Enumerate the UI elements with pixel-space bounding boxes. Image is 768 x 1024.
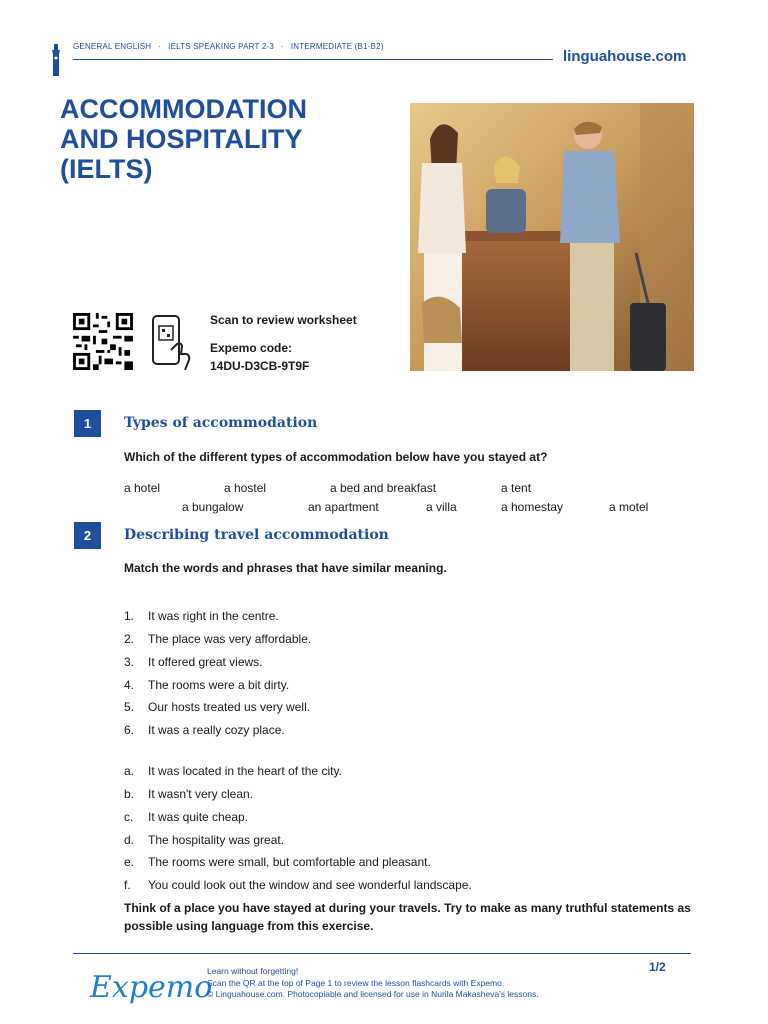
footer-line: Learn without forgetting!: [207, 966, 299, 976]
word-option: a hostel: [224, 481, 267, 495]
list-text: It wasn't very clean.: [148, 787, 253, 801]
list-item: [124, 878, 472, 892]
footer-line: © Linguahouse.com. Photocopiable and licensed for use in Nurila Makasheva's lessons.: [207, 989, 539, 999]
word-option: an apartment: [308, 500, 379, 514]
word-option: a homestay: [501, 500, 564, 514]
list-text: The rooms were a bit dirty.: [148, 678, 290, 692]
footer-divider: [73, 953, 691, 954]
list-marker: f.: [124, 878, 131, 892]
brand-main: linguahouse: [563, 48, 652, 65]
brand-tld: .com: [651, 48, 687, 65]
list-text: You could look out the window and see wonderful landscape.: [148, 878, 472, 892]
list-item: [124, 632, 311, 646]
crumb-general: GENERAL ENGLISH: [73, 42, 152, 51]
section-number: 2: [74, 522, 101, 549]
list-marker: 5.: [124, 700, 135, 714]
breadcrumb: [73, 42, 384, 51]
hotel-reception-photo: [410, 103, 694, 371]
list-text: The hospitality was great.: [148, 833, 285, 847]
scan-label: Scan to review worksheet: [210, 313, 357, 327]
list-item: [124, 764, 342, 778]
expemo-logo-text: Expemo: [90, 970, 213, 1005]
list-item: [124, 810, 248, 824]
list-marker: c.: [124, 810, 134, 824]
brand-logo[interactable]: [563, 48, 686, 65]
list-text: The rooms were small, but comfortable and pleasant.: [148, 855, 431, 869]
title-line: ACCOMMODATION: [60, 94, 307, 124]
list-marker: 6.: [124, 723, 135, 737]
crumb-level: INTERMEDIATE (B1-B2): [290, 42, 384, 51]
word-option: a hotel: [124, 481, 161, 495]
word-option: a tent: [501, 481, 532, 495]
section-question: Which of the different types of accommodation below have you stayed at?: [124, 450, 548, 464]
expemo-code-label: Expemo code:: [210, 341, 293, 355]
task-instruction: Think of a place you have stayed at during your travels. Try to make as many truthful statements as possible using language from this exercise.: [124, 901, 691, 933]
list-item: [124, 855, 431, 869]
list-item: [124, 787, 253, 801]
page-title: [60, 95, 390, 184]
list-item: [124, 678, 289, 692]
list-text: It was located in the heart of the city.: [148, 764, 342, 778]
list-item: [124, 833, 284, 847]
title-line: (IELTS): [60, 154, 153, 184]
footer-line: Scan the QR at the top of Page 1 to review the lesson flashcards with Expemo.: [207, 977, 505, 988]
expemo-logo[interactable]: [90, 963, 213, 1011]
crumb-ielts: IELTS SPEAKING PART 2-3: [168, 42, 274, 51]
list-text: It was quite cheap.: [148, 810, 249, 824]
word-option: a villa: [426, 500, 457, 514]
list-marker: 3.: [124, 655, 135, 669]
list-item: [124, 609, 279, 623]
list-marker: e.: [124, 855, 135, 869]
section-title: Types of accommodation: [124, 415, 318, 431]
list-text: The place was very affordable.: [148, 632, 312, 646]
page-number: 1/2: [649, 960, 666, 974]
word-option: a bungalow: [182, 500, 244, 514]
list-marker: 1.: [124, 609, 135, 623]
list-marker: 2.: [124, 632, 135, 646]
word-option: a motel: [609, 500, 649, 514]
qr-code-icon[interactable]: [73, 313, 133, 370]
list-marker: b.: [124, 787, 135, 801]
title-line: AND HOSPITALITY: [60, 124, 303, 154]
big-ben-icon: [50, 44, 62, 76]
list-item: [124, 655, 263, 669]
crumb-separator: ·: [158, 42, 162, 51]
crumb-separator: ·: [280, 42, 284, 51]
list-text: It was a really cozy place.: [148, 723, 285, 737]
header-divider: [73, 59, 553, 60]
phone-scan-icon: [151, 314, 191, 372]
word-option: a bed and breakfast: [330, 481, 437, 495]
section-instruction: Match the words and phrases that have similar meaning.: [124, 561, 447, 575]
list-marker: d.: [124, 833, 135, 847]
list-text: It was right in the centre.: [148, 609, 279, 623]
section-title: Describing travel accommodation: [124, 527, 389, 543]
list-marker: a.: [124, 764, 135, 778]
list-item: [124, 723, 285, 737]
list-text: Our hosts treated us very well.: [148, 700, 311, 714]
footer-text: [207, 966, 539, 1001]
section-number: 1: [74, 410, 101, 437]
list-item: [124, 700, 310, 714]
list-marker: 4.: [124, 678, 135, 692]
expemo-code-value: 14DU-D3CB-9T9F: [210, 359, 310, 373]
list-text: It offered great views.: [148, 655, 263, 669]
